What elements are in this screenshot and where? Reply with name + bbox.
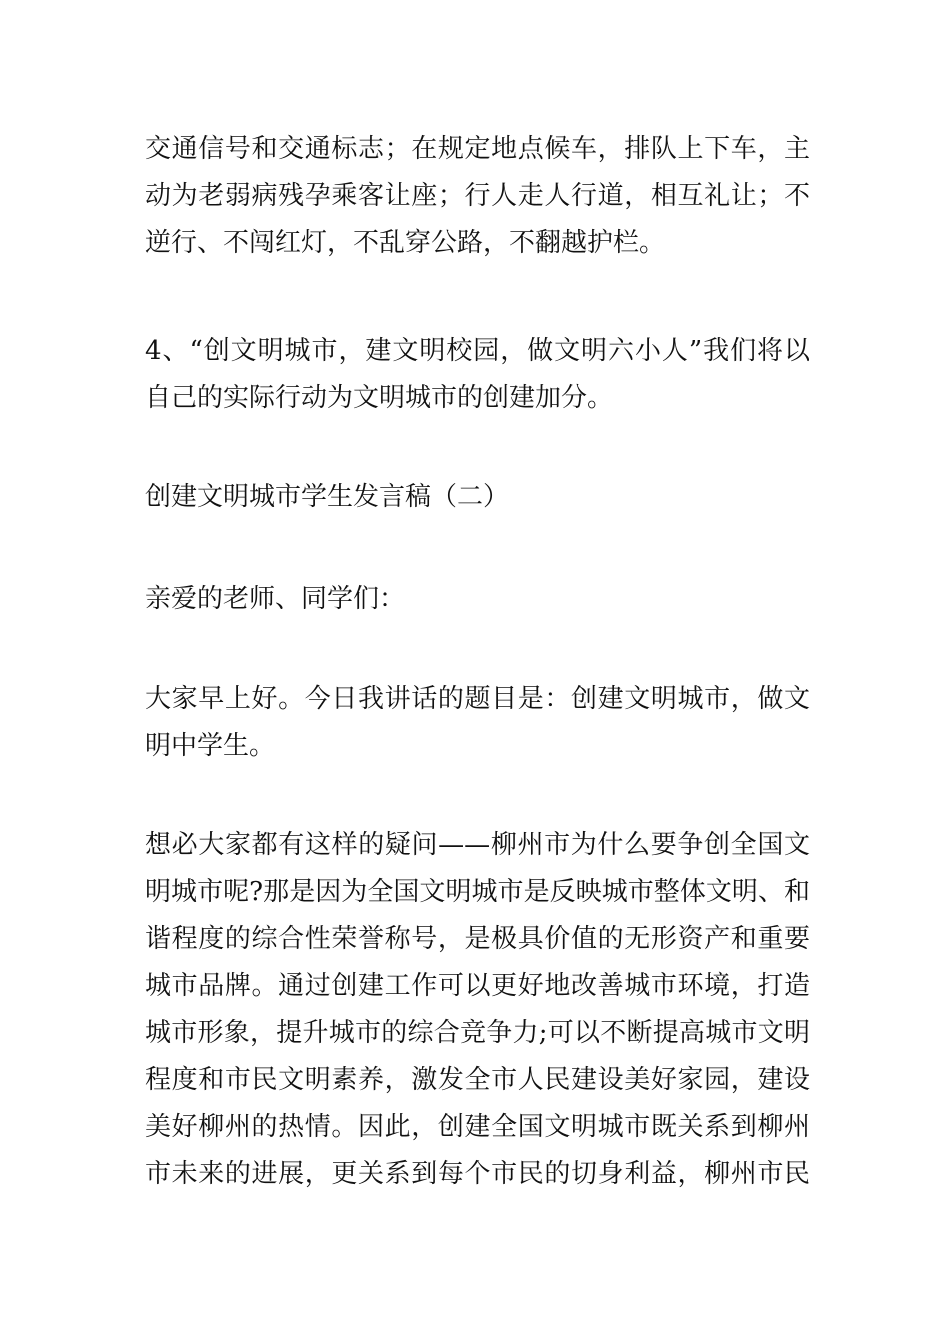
text-line: 动为老弱病残孕乘客让座；行人走人行道，相互礼让；不 [145, 181, 810, 211]
text-line: 大家早上好。今日我讲话的题目是：创建文明城市，做文 [145, 684, 810, 714]
text-line: 城市形象，提升城市的综合竞争力;可以不断提高城市文明 [145, 1018, 810, 1048]
section-title [145, 474, 810, 521]
text-line: 4、“创文明城市，建文明校园，做文明六小人”我们将以 [145, 336, 810, 366]
salutation [145, 576, 810, 623]
text-line: 逆行、不闯红灯，不乱穿公路，不翻越护栏。 [145, 228, 666, 258]
text-line: 明中学生。 [145, 731, 276, 761]
text-line: 程度和市民文明素养，激发全市人民建设美好家园，建设 [145, 1065, 810, 1095]
paragraph-traffic-rules [145, 126, 810, 267]
text-line: 市未来的进展，更关系到每个市民的切身利益，柳州市民 [145, 1159, 810, 1189]
text-line: 自己的实际行动为文明城市的创建加分。 [145, 383, 614, 413]
paragraph-main-body [145, 822, 810, 1198]
text-line: 亲爱的老师、同学们： [145, 584, 406, 614]
paragraph-item-4 [145, 328, 810, 422]
text-line: 交通信号和交通标志；在规定地点候车，排队上下车，主 [145, 134, 810, 164]
text-line: 谐程度的综合性荣誉称号，是极具价值的无形资产和重要 [145, 924, 810, 954]
paragraph-greeting [145, 676, 810, 770]
text-line: 想必大家都有这样的疑问——柳州市为什么要争创全国文 [145, 830, 810, 860]
text-line: 创建文明城市学生发言稿（二） [145, 482, 510, 512]
text-line: 明城市呢?那是因为全国文明城市是反映城市整体文明、和 [145, 877, 810, 907]
text-line: 美好柳州的热情。因此，创建全国文明城市既关系到柳州 [145, 1112, 810, 1142]
text-line: 城市品牌。通过创建工作可以更好地改善城市环境，打造 [145, 971, 810, 1001]
